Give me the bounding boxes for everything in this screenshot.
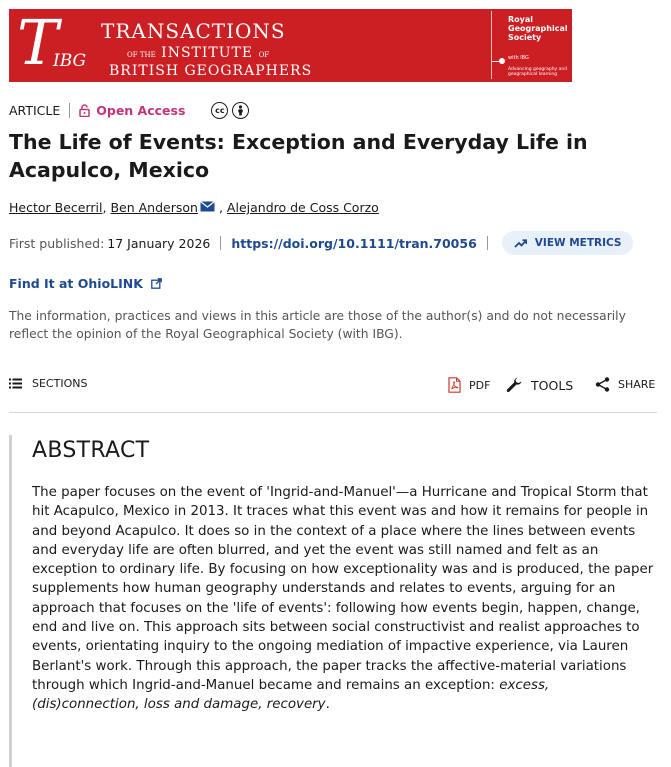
share-label: SHARE bbox=[618, 378, 656, 391]
journal-title-suffix: OF bbox=[258, 51, 270, 59]
author-link[interactable]: Ben Anderson bbox=[110, 200, 198, 215]
journal-banner[interactable] bbox=[9, 6, 572, 82]
pdf-button[interactable] bbox=[448, 377, 490, 393]
find-it-label: Find It at OhioLINK bbox=[9, 276, 143, 291]
first-published-date: 17 January 2026 bbox=[107, 235, 211, 251]
author-link[interactable]: Alejandro de Coss Corzo bbox=[226, 200, 379, 215]
separator bbox=[220, 236, 221, 250]
author-comma: , bbox=[102, 200, 107, 215]
article-title: The Life of Events: Exception and Everyday Life in Acapulco, Mexico bbox=[9, 130, 588, 182]
abstract-heading: ABSTRACT bbox=[32, 438, 150, 463]
rgs-dot bbox=[499, 58, 505, 64]
pdf-label: PDF bbox=[469, 378, 491, 392]
rgs-sub: with IBG bbox=[508, 55, 529, 61]
list-icon bbox=[9, 378, 22, 389]
separator bbox=[69, 103, 70, 118]
article-toolbar bbox=[9, 377, 657, 399]
abstract-body bbox=[32, 483, 656, 715]
journal-logo-ibg: IBG bbox=[53, 51, 87, 71]
tools-button[interactable] bbox=[506, 377, 573, 394]
lock-open-icon bbox=[79, 104, 90, 117]
rgs-tagline: Advancing geography and geographical learning bbox=[508, 67, 568, 77]
article-type: ARTICLE bbox=[9, 102, 61, 118]
abstract-text-end: . bbox=[325, 697, 330, 713]
view-metrics-button[interactable] bbox=[502, 231, 634, 255]
doi-link[interactable]: https://doi.org/10.1111/tran.70056 bbox=[231, 235, 477, 251]
journal-title-prefix: OF THE bbox=[127, 51, 156, 59]
open-access-badge[interactable] bbox=[79, 103, 185, 118]
trending-up-icon bbox=[514, 239, 527, 248]
author-comma: , bbox=[218, 200, 223, 215]
share-button[interactable] bbox=[595, 377, 655, 392]
cc-icon: cc bbox=[211, 102, 228, 119]
envelope-icon[interactable] bbox=[200, 200, 215, 215]
find-it-link[interactable] bbox=[9, 276, 162, 291]
by-icon bbox=[232, 102, 249, 119]
external-link-icon bbox=[151, 278, 162, 289]
journal-title-line2 bbox=[127, 45, 269, 61]
journal-logo-letter: T bbox=[17, 6, 59, 79]
journal-title-line1: TRANSACTIONS bbox=[101, 19, 286, 43]
publication-info bbox=[9, 231, 633, 255]
journal-title-main: INSTITUTE bbox=[161, 45, 254, 61]
abstract-section bbox=[9, 435, 657, 767]
tools-label: TOOLS bbox=[531, 378, 574, 393]
sections-button[interactable] bbox=[9, 377, 87, 390]
abstract-italic-text: excess, (dis)connection, loss and damage, recovery bbox=[32, 677, 550, 713]
journal-title-line3: BRITISH GEOGRAPHERS bbox=[109, 63, 313, 79]
license-icons[interactable] bbox=[211, 102, 249, 119]
view-metrics-label: VIEW METRICS bbox=[534, 237, 622, 249]
divider bbox=[9, 412, 657, 413]
rgs-logo bbox=[491, 11, 569, 79]
author-list bbox=[9, 200, 379, 215]
article-meta-row bbox=[9, 100, 249, 120]
disclaimer-text: The information, practices and views in this article are those of the author(s) and do not necessarily reflect the opinion of the Royal Geographical Society (with IBG). bbox=[9, 309, 626, 341]
share-icon bbox=[595, 377, 610, 392]
sections-label: SECTIONS bbox=[32, 377, 88, 390]
first-published-label: First published: bbox=[9, 235, 105, 251]
wrench-icon bbox=[506, 377, 523, 394]
author-link[interactable]: Hector Becerril bbox=[9, 200, 103, 215]
separator bbox=[487, 236, 488, 250]
rgs-name: Royal Geographical Society bbox=[508, 15, 568, 42]
abstract-text: The paper focuses on the event of 'Ingrid-and-Manuel'—a Hurricane and Tropical Storm that hit Acapulco, Mexico in 2013. It traces what this event was and how it remains for people in and beyond Acapulco. It does so in the context of a place where the lines between events and everyday life are often blurred, and yet the event was still named and felt as an exception to ordinary life. By focusing on how exceptionality was and is produced, the paper supplements how human geography understands and relates to events, arguing for an approach that focuses on the 'life of events': following how events begin, happen, change, end and live on. This approach sits between social constructivist and realist approaches to events, orientating inquiry to the ongoing mediation of impactive experience, via Lauren Berlant's work. Through this approach, the paper tracks the affective-material variations through which Ingrid-and-Manuel became and remains an exception: bbox=[32, 485, 654, 693]
open-access-label: Open Access bbox=[96, 102, 186, 118]
pdf-icon bbox=[448, 377, 461, 393]
